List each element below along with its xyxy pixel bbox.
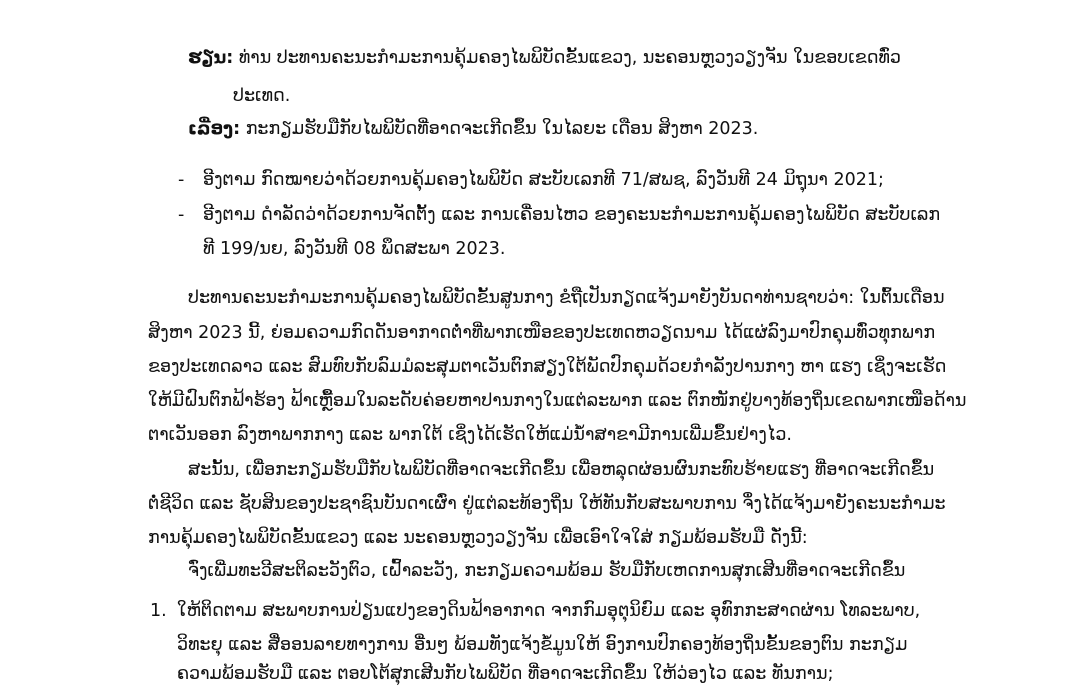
item-text-continued: ວິທະຍຸ ແລະ ສື່ອອນລາຍທາງການ ອື່ນໆ ພ້ອມທັງແຈ້ງຂໍ້ມູນໃຫ້ ອົງການປົກຄອງທ້ອງຖິ່ນຂັ້ນຂອງຕົນ ກະກຽມ <box>177 635 908 655</box>
item-text: ໃຫ້ຕິດຕາມ ສະພາບການປ່ຽນແປງຂອງດິນຟ້າອາກາດ ຈາກກົມອຸຕຸນິຍົມ ແລະ ອຸທົກກະສາດຜ່ານ ໂທລະພາບ, <box>177 601 921 621</box>
paragraph-line: ຕໍ່ຊີວິດ ແລະ ຊັບສິນຂອງປະຊາຊົນບັນດາເຜົ່າ ຢູ່ແຕ່ລະທ້ອງຖິ່ນ ໃຫ້ທັນກັບສະພາບການ ຈຶ່ງໄດ້ແຈ້ງມາຍັງຄະນະກຳມະ <box>148 494 946 514</box>
paragraph-line: ຕາເວັນອອກ ລົງຫາພາກກາງ ແລະ ພາກໃຕ້ ເຊິ່ງໄດ້ເຮັດໃຫ້ແມ່ນ້ຳສາຂາມີການເພີ່ມຂຶ້ນຢ່າງໄວ. <box>148 425 792 445</box>
paragraph-line: ສິງຫາ 2023 ນີ້, ຍ່ອມຄວາມກົດດັນອາກາດຕໍ່າທີ່ພາກເໜືອຂອງປະເທດຫວຽດນາມ ໄດ້ແຜ່ລົງມາປົກຄຸມທົ່ວທຸກພາກ <box>148 323 936 343</box>
subject-text: ກະກຽມຮັບມືກັບໄພພິບັດທີ່ອາດຈະເກີດຂຶ້ນ ໃນໄລຍະ ເດືອນ ສິງຫາ 2023. <box>245 119 759 139</box>
paragraph-line: ການຄຸ້ມຄອງໄພພິບັດຂັ້ນແຂວງ ແລະ ນະຄອນຫຼວງວຽງຈັນ ເພື່ອເອົາໃຈໃສ່ ກຽມພ້ອມຮັບມື ດັ່ງນີ້: <box>148 528 808 548</box>
bullet-dash: - <box>178 205 185 225</box>
recipient-text-continued: ປະເທດ. <box>233 86 291 106</box>
paragraph-line: ປະທານຄະນະກຳມະການຄຸ້ມຄອງໄພພິບັດຂັ້ນສູນກາງ ຂໍຖືເປັນກຽດແຈ້ງມາຍັງບັນດາທ່ານຊາບວ່າ: ໃນຕົ້ນເດືອນ <box>188 288 945 308</box>
reference-text: ອີງຕາມ ກົດໝາຍວ່າດ້ວຍການຄຸ້ມຄອງໄພພິບັດ ສະບັບເລກທີ 71/ສພຊ, ລົງວັນທີ 24 ມິຖຸນາ 2021; <box>203 170 884 190</box>
recipient-text: ທ່ານ ປະທານຄະນະກຳມະການຄຸ້ມຄອງໄພພິບັດຂັ້ນແຂວງ, ນະຄອນຫຼວງວຽງຈັນ ໃນຂອບເຂດທົ່ວ <box>238 48 901 68</box>
bullet-dash: - <box>178 170 185 190</box>
item-number: 1. <box>150 601 167 621</box>
recipient-label: ຮຽນ: <box>188 48 234 68</box>
reference-text-continued: ທີ 199/ນຍ, ລົງວັນທີ 08 ພຶດສະພາ 2023. <box>203 239 506 259</box>
subject-line <box>188 117 758 141</box>
paragraph-line: ສະນັ້ນ, ເພື່ອກະກຽມຮັບມືກັບໄພພິບັດທີ່ອາດຈະເກີດຂຶ້ນ ເພື່ອຫລຸດຜ່ອນຜົນກະທົບຮ້າຍແຮງ ທີ່ອາດຈະເກີດຂຶ້ນ <box>188 460 935 480</box>
reference-item <box>178 168 884 192</box>
item-text-continued: ຄວາມພ້ອມຮັບມື ແລະ ຕອບໂຕ້ສຸກເສີນກັບໄພພິບັດ ທີ່ອາດຈະເກີດຂຶ້ນ ໃຫ້ວ່ອງໄວ ແລະ ທັນການ; <box>177 664 834 684</box>
paragraph-line: ໃຫ້ມີຝົນຕົກຟ້າຮ້ອງ ຟ້າເຫຼື້ອມໃນລະດັບຄ່ອຍຫາປານກາງໃນແຕ່ລະພາກ ແລະ ຕົກໜັກຢູ່ບາງທ້ອງຖິ່ນເຂດພາກເໜືອດ້ານ <box>148 391 967 411</box>
subject-label: ເລື່ອງ: <box>188 119 241 139</box>
paragraph-line: ຂອງປະເທດລາວ ແລະ ສົມທົບກັບລົມມໍລະສຸມຕາເວັນຕົກສຽງໃຕ້ພັດປົກຄຸມດ້ວຍກຳລັງປານກາງ ຫາ ແຮງ ເຊິ່ງຈະເຮັດ <box>148 357 947 377</box>
reference-text: ອີງຕາມ ດຳລັດວ່າດ້ວຍການຈັດຕັ້ງ ແລະ ການເຄື່ອນໄຫວ ຂອງຄະນະກຳມະການຄຸ້ມຄອງໄພພິບັດ ສະບັບເລກ <box>203 205 941 225</box>
numbered-item <box>150 599 920 623</box>
recipient-line <box>188 46 901 70</box>
paragraph-line: ຈົ່ງເພີ່ມທະວີສະຕິລະວັງຕົວ, ເຝົ້າລະວັງ, ກະກຽມຄວາມພ້ອມ ຮັບມືກັບເຫດການສຸກເສີນທີ່ອາດຈະເກີດຂຶ້ນ <box>188 561 906 581</box>
reference-item <box>178 203 940 227</box>
